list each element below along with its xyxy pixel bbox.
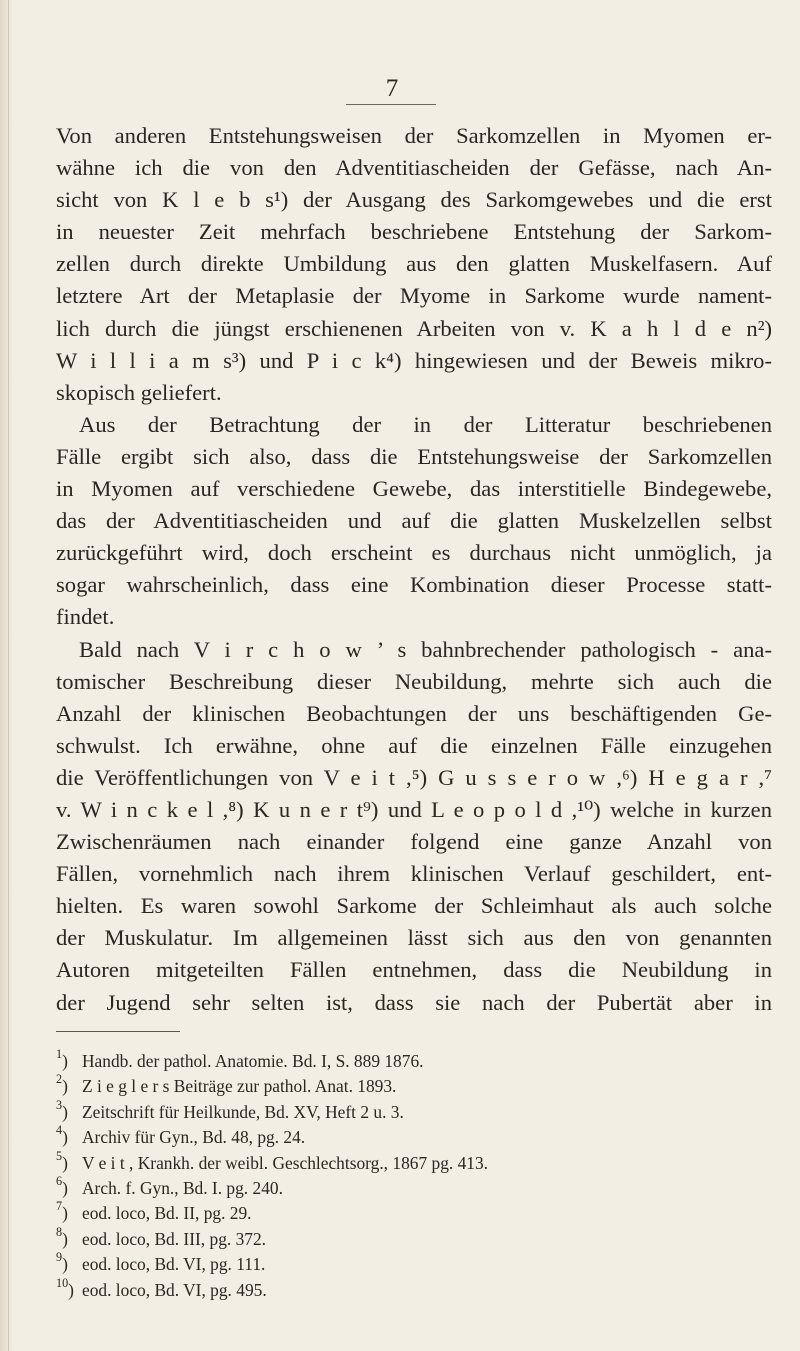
text-line: skopisch geliefert. bbox=[56, 379, 222, 405]
text-line: die Veröffentlichungen von V e i t ,⁵) G u s s e r o w ,⁶) H e g a r ,⁷ bbox=[56, 764, 772, 790]
footnote-text: eod. loco, Bd. VI, pg. 495. bbox=[82, 1279, 267, 1300]
text-line: findet. bbox=[56, 604, 115, 630]
body-text bbox=[56, 120, 772, 1019]
footnote-mark: $^2$) bbox=[56, 1072, 68, 1097]
footnote-text: Handb. der pathol. Anatomie. Bd. I, S. 889 1876. bbox=[82, 1051, 424, 1071]
footnote bbox=[56, 1201, 772, 1226]
footnote-mark: $^3$) bbox=[56, 1097, 68, 1122]
page-number: 7 bbox=[385, 75, 399, 102]
footnote bbox=[56, 1173, 772, 1201]
text-line: tomischer Beschreibung dieser Neubildung, mehrte sich auch die bbox=[56, 668, 772, 694]
footnote-mark: $^4$) bbox=[56, 1123, 68, 1148]
text-line: in neuester Zeit mehrfach beschriebene Entstehung der Sarkom- bbox=[56, 219, 772, 245]
text-line: Aus der Betrachtung der in der Litteratur beschriebenen bbox=[79, 411, 772, 437]
text-line: Autoren mitgeteilten Fällen entnehmen, dass die Neubildung in bbox=[56, 957, 772, 983]
text-line: wähne ich die von den Adventitiascheiden der Gefässe, nach An- bbox=[56, 155, 772, 181]
footnote-text: Archiv für Gyn., Bd. 48, pg. 24. bbox=[82, 1127, 306, 1148]
text-line: der Jugend sehr selten ist, dass sie nach der Pubertät aber in bbox=[56, 989, 772, 1015]
footnote-text: Arch. f. Gyn., Bd. I. pg. 240. bbox=[82, 1177, 283, 1198]
text-line: Von anderen Entstehungsweisen der Sarkomzellen in Myomen er- bbox=[56, 123, 772, 148]
footnote bbox=[56, 1275, 772, 1303]
text-line: schwulst. Ich erwähne, ohne auf die einzelnen Fälle einzugehen bbox=[56, 732, 772, 758]
text-line: Fällen, vornehmlich nach ihrem klinischen Verlauf geschildert, ent- bbox=[56, 861, 772, 887]
text-line: zurückgeführt wird, doch erscheint es durchaus nicht unmöglich, ja bbox=[56, 540, 772, 566]
footnote-text: eod. loco, Bd. VI, pg. 111. bbox=[82, 1254, 266, 1275]
footnote bbox=[56, 1074, 772, 1099]
footnote-mark: $^1$) bbox=[56, 1046, 68, 1071]
text-line: v. W i n c k e l ,⁸) K u n e r t⁹) und L e o p o l d ,¹⁰) welche in kurzen bbox=[56, 796, 772, 822]
text-line: Zwischenräumen nach einander folgend eine ganze Anzahl von bbox=[56, 829, 772, 855]
footnote-text: eod. loco, Bd. II, pg. 29. bbox=[82, 1203, 252, 1224]
text-line: in Myomen auf verschiedene Gewebe, das interstitielle Bindegewebe, bbox=[56, 476, 772, 502]
text-line: Fälle ergibt sich also, dass die Entstehungsweise der Sarkomzellen bbox=[56, 443, 772, 469]
footnote-mark: $^6$) bbox=[56, 1173, 68, 1198]
text-line: der Muskulatur. Im allgemeinen lässt sich aus den von genannten bbox=[56, 925, 772, 951]
text-line: Anzahl der klinischen Beobachtungen der uns beschäftigenden Ge- bbox=[56, 700, 772, 726]
page-number-rule bbox=[346, 104, 436, 105]
footnote bbox=[56, 1148, 772, 1176]
text-line: sogar wahrscheinlich, dass eine Kombination dieser Processe statt- bbox=[56, 572, 772, 598]
text-line: sicht von K l e b s¹) der Ausgang des Sarkomgewebes und die erst bbox=[56, 187, 772, 213]
footnotes bbox=[56, 1046, 772, 1303]
footnote-mark: $^8$) bbox=[56, 1224, 68, 1249]
text-line: zellen durch direkte Umbildung aus den glatten Muskelfasern. Auf bbox=[56, 251, 772, 277]
footnote-mark: $^9$) bbox=[56, 1250, 68, 1275]
footnote bbox=[56, 1224, 772, 1252]
footnote bbox=[56, 1097, 772, 1125]
footnote bbox=[56, 1252, 772, 1277]
footnote-text: V e i t , Krankh. der weibl. Geschlechtsorg., 1867 pg. 413. bbox=[82, 1152, 489, 1173]
page-binding-edge bbox=[0, 0, 14, 1351]
text-line: das der Adventitiascheiden und auf die glatten Muskelzellen selbst bbox=[56, 508, 772, 534]
footnote bbox=[56, 1125, 772, 1150]
footnote-mark: $^5$) bbox=[56, 1148, 68, 1173]
footnote-text: eod. loco, Bd. III, pg. 372. bbox=[82, 1228, 267, 1249]
page-binding-line bbox=[8, 0, 9, 1351]
text-line: hielten. Es waren sowohl Sarkome der Schleimhaut als auch solche bbox=[56, 893, 772, 919]
footnote bbox=[56, 1046, 772, 1074]
text-line: lich durch die jüngst erschienenen Arbeiten von v. K a h l d e n²) bbox=[56, 315, 772, 341]
footnote-rule bbox=[56, 1031, 180, 1032]
text-line: letztere Art der Metaplasie der Myome in Sarkome wurde nament- bbox=[56, 283, 772, 309]
text-line: W i l l i a m s³) und P i c k⁴) hingewiesen und der Beweis mikro- bbox=[56, 347, 772, 373]
footnote-text: Zeitschrift für Heilkunde, Bd. XV, Heft 2 u. 3. bbox=[82, 1101, 404, 1122]
footnote-mark: $^7$) bbox=[56, 1199, 68, 1224]
text-line: Bald nach V i r c h o w ’ s bahnbrechender pathologisch - ana- bbox=[79, 636, 772, 662]
footnote-mark: $^{10}$) bbox=[56, 1275, 74, 1300]
footnote-text: Z i e g l e r s Beiträge zur pathol. Anat. 1893. bbox=[82, 1076, 397, 1097]
